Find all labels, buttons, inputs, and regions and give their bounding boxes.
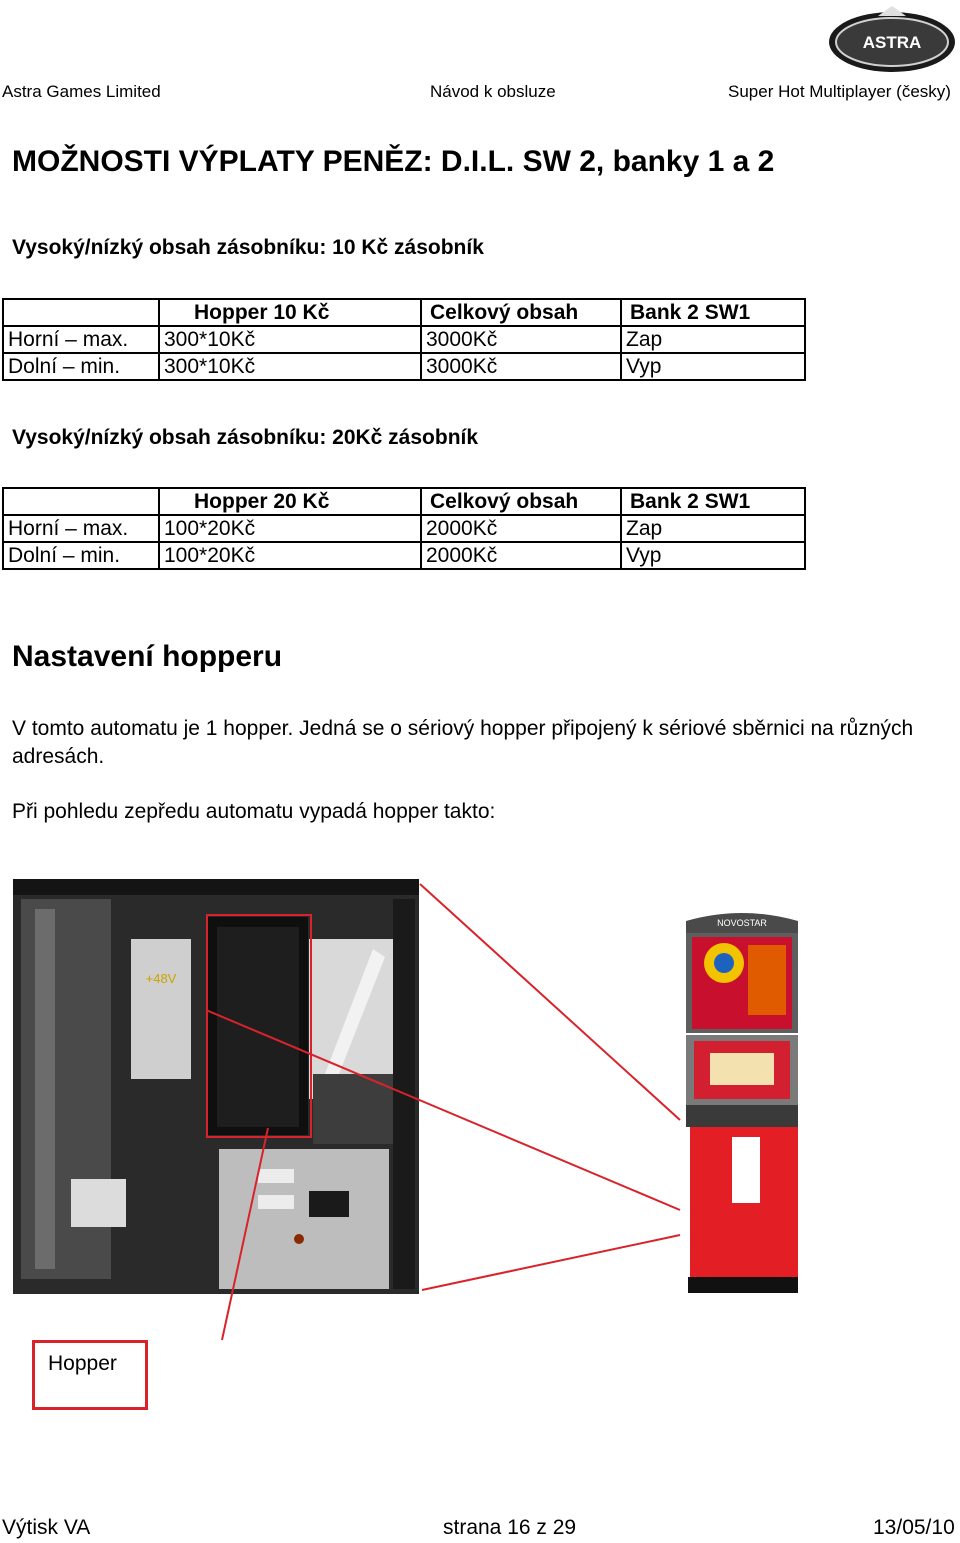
table-cell: 3000Kč	[421, 326, 621, 353]
header-company: Astra Games Limited	[2, 82, 161, 101]
table-cell: 300*10Kč	[159, 326, 421, 353]
table-cell: Horní – max.	[3, 515, 159, 542]
table-header-cell: Celkový obsah	[421, 299, 621, 326]
table-cell: 300*10Kč	[159, 353, 421, 380]
header-product: Super Hot Multiplayer (česky)	[728, 82, 951, 101]
table-cell: Dolní – min.	[3, 542, 159, 569]
hopper-section-heading: Nastavení hopperu	[12, 640, 283, 673]
hopper-view-caption: Při pohledu zepředu automatu vypadá hopper takto:	[12, 800, 496, 823]
footer-date: 13/05/10	[873, 1516, 955, 1539]
table-cell: Zap	[621, 515, 805, 542]
psu-label: +48V	[145, 971, 177, 986]
table-cell: 2000Kč	[421, 515, 621, 542]
page-title: MOŽNOSTI VÝPLATY PENĚZ: D.I.L. SW 2, banky 1 a 2	[12, 145, 775, 178]
table-header-cell: Bank 2 SW1	[621, 299, 805, 326]
logo-text: ASTRA	[862, 33, 922, 52]
table-header-cell: Hopper 20 Kč	[159, 488, 421, 515]
section2-heading: Vysoký/nízký obsah zásobníku: 20Kč zásobník	[12, 426, 479, 449]
section1-heading: Vysoký/nízký obsah zásobníku: 10 Kč zásobník	[12, 236, 484, 259]
hopper-callout-label: Hopper	[48, 1352, 117, 1375]
table-cell: 100*20Kč	[159, 515, 421, 542]
table-cell: Vyp	[621, 542, 805, 569]
table-cell: 3000Kč	[421, 353, 621, 380]
table-header-cell: Hopper 10 Kč	[159, 299, 421, 326]
table-cell: 2000Kč	[421, 542, 621, 569]
table-cell: Vyp	[621, 353, 805, 380]
table-header-cell: Celkový obsah	[421, 488, 621, 515]
table-cell: Dolní – min.	[3, 353, 159, 380]
hopper-description: V tomto automatu je 1 hopper. Jedná se o sériový hopper připojený k sériové sběrnici na různých adresách.	[12, 717, 914, 768]
footer-print: Výtisk VA	[2, 1516, 91, 1539]
table-cell: 100*20Kč	[159, 542, 421, 569]
table-cell: Horní – max.	[3, 326, 159, 353]
table-header-cell: Bank 2 SW1	[621, 488, 805, 515]
header-doc-title: Návod k obsluze	[430, 82, 556, 101]
cabinet-brand: NOVOSTAR	[717, 918, 767, 928]
table-cell: Zap	[621, 326, 805, 353]
footer-page-number: strana 16 z 29	[443, 1516, 577, 1539]
